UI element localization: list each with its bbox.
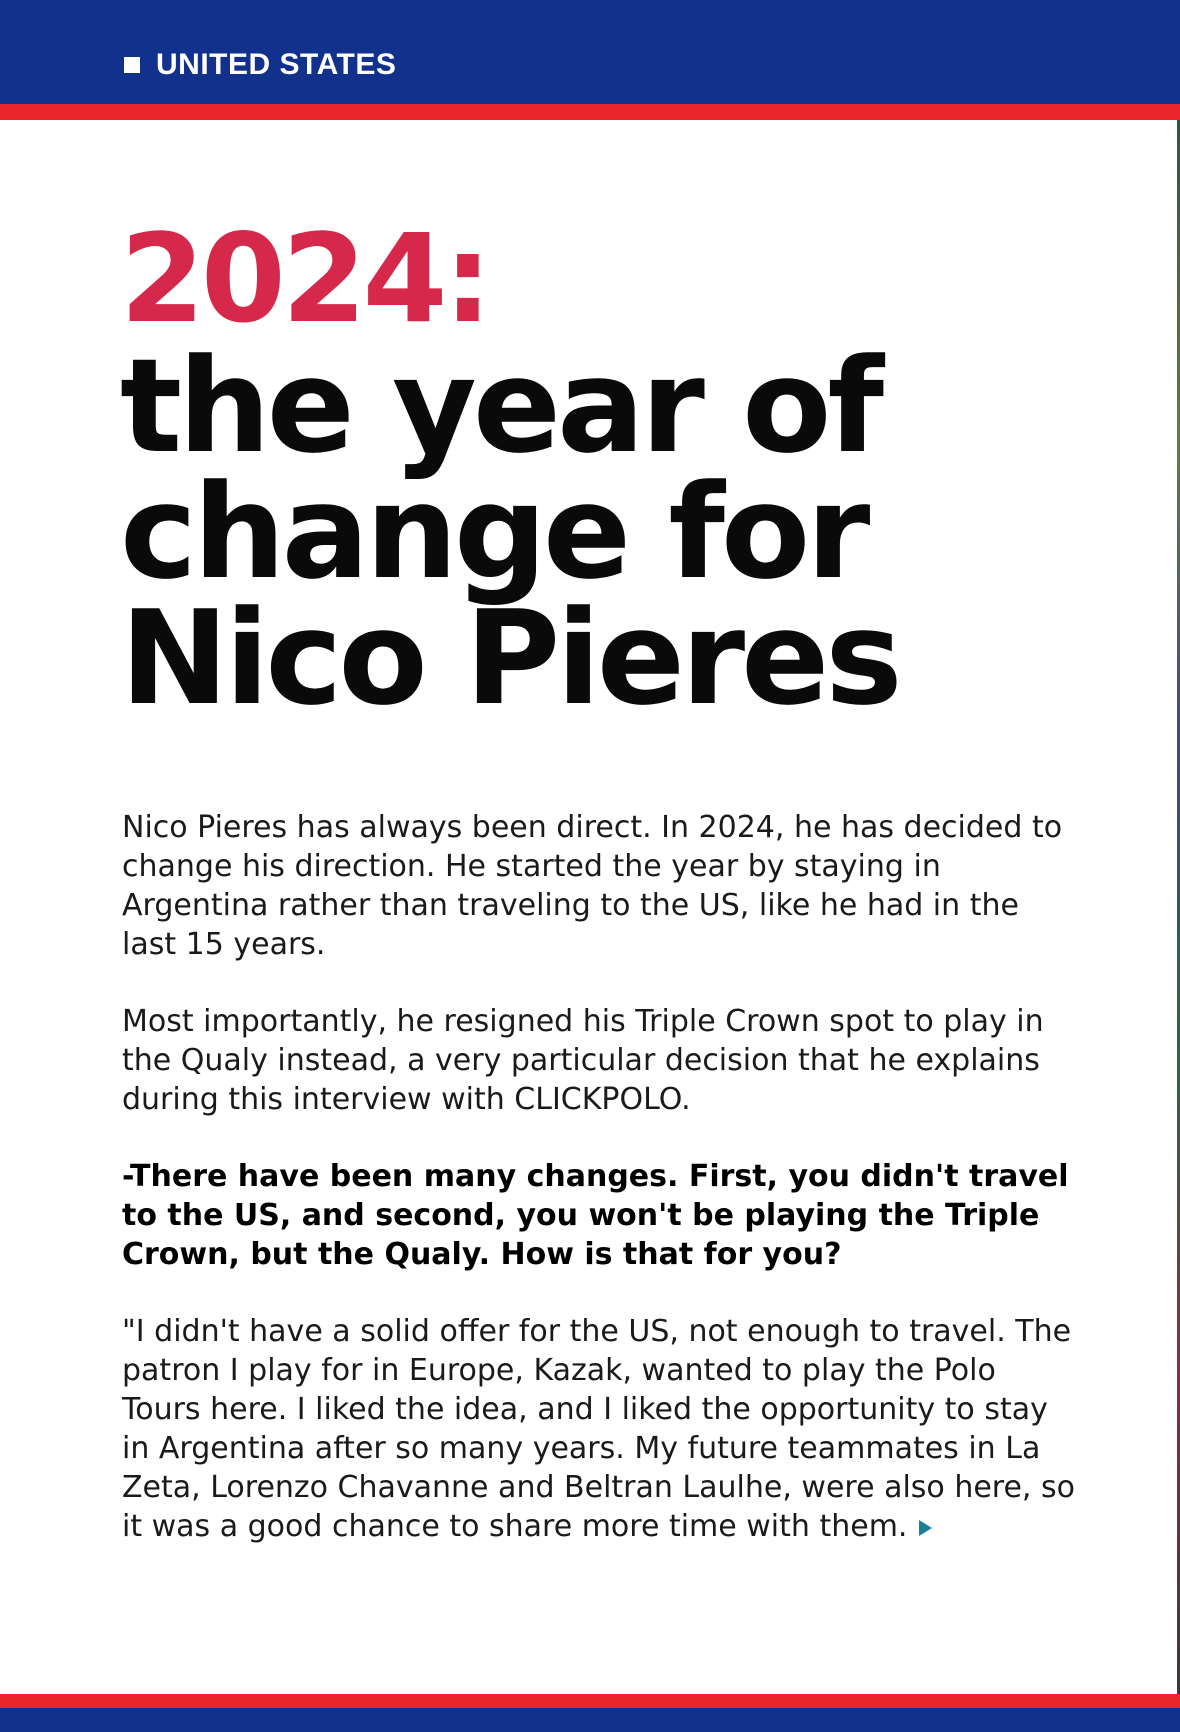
- header-red-stripe: [0, 104, 1180, 120]
- headline: [120, 208, 899, 734]
- header-bar: [0, 0, 1180, 104]
- footer-red-stripe: [0, 1694, 1180, 1708]
- article-paragraph-1: Nico Pieres has always been direct. In 2024, he has decided to change his direction. He started the year by staying in Argentina rather than traveling to the US, like he had in the last 15 years.: [122, 810, 1063, 962]
- article-paragraph-2: Most importantly, he resigned his Triple Crown spot to play in the Qualy instead, a very particular decision that he explains during this interview with CLICKPOLO.: [122, 1004, 1044, 1117]
- headline-line-1: the year of: [120, 330, 880, 482]
- headline-line-3: Nico Pieres: [120, 582, 899, 734]
- interview-question-1: -There have been many changes. First, you didn't travel to the US, and second, you won't be playing the Triple Crown, but the Qualy. How is that for you?: [122, 1159, 1069, 1272]
- interview-answer-1: [122, 1312, 1082, 1546]
- footer-bar: [0, 1708, 1180, 1732]
- interview-answer-1-text: "I didn't have a solid offer for the US, not enough to travel. The patron I play for in Europe, Kazak, wanted to play the Polo Tours here. I liked the idea, and I liked the opportunity to stay in Argentina after so many years. My future teammates in La Zeta, Lorenzo Chavanne and Beltran Laulhe, were also here, so it was a good chance to share more time with them.: [122, 1314, 1075, 1544]
- section-label: [124, 48, 396, 82]
- article-body: [122, 808, 1082, 1584]
- headline-line-2: change for: [120, 456, 867, 608]
- section-label-text: UNITED STATES: [156, 48, 397, 81]
- square-icon: [124, 57, 140, 73]
- play-arrow-icon[interactable]: [919, 1520, 932, 1536]
- headline-year: 2024:: [120, 208, 489, 350]
